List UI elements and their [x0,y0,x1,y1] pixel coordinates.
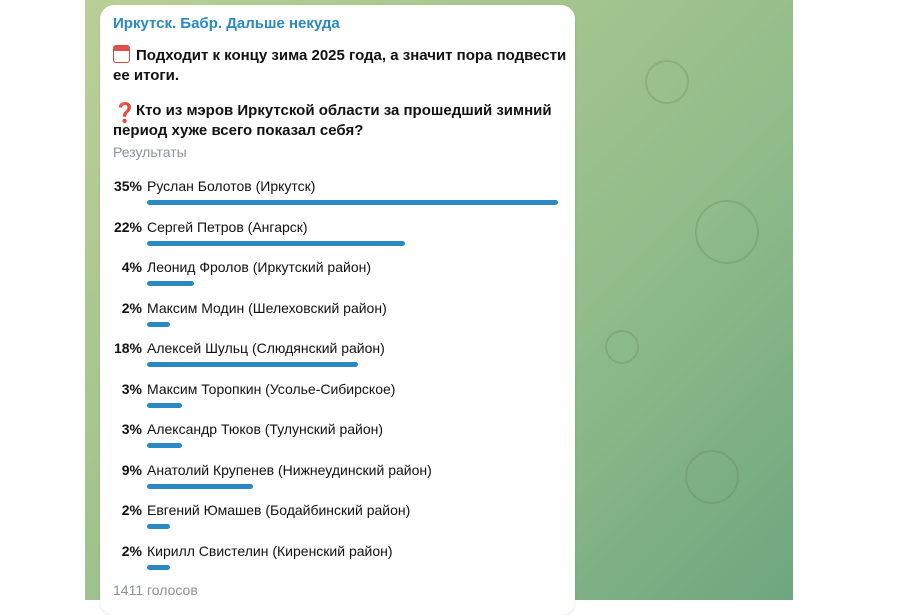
poll-option-row[interactable] [100,381,575,421]
poll-option-bar [147,322,170,327]
poll-option-label: Александр Тюков (Тулунский район) [147,421,384,437]
poll-option-bar [147,484,253,489]
poll-option-percent: 2% [121,299,142,316]
background-doodle [695,200,759,264]
question-text-line-1: Кто из мэров Иркутской области за прошедший зимний [136,102,552,119]
poll-option-row[interactable] [100,300,575,340]
calendar-icon [113,45,130,63]
poll-option-row[interactable] [100,178,575,218]
total-votes[interactable]: 1411 голосов [113,582,198,598]
background-doodle [645,60,689,104]
poll-option-bar [147,200,558,205]
poll-option-label: Алексей Шульц (Слюдянский район) [147,340,385,356]
poll-option-bar [147,403,182,408]
poll-option-row[interactable] [100,340,575,380]
poll-option-percent: 3% [121,421,142,437]
poll-option-percent: 2% [121,542,142,559]
poll-option-label: Евгений Юмашев (Бодайбинский район) [147,502,411,518]
poll-message-bubble [100,5,575,615]
poll-option-row[interactable] [100,462,575,502]
poll-option-percent: 4% [121,259,142,275]
poll-option-label: Леонид Фролов (Иркутский район) [147,259,371,275]
intro-text-line-1: Подходит к концу зима 2025 года, а значит пора подвести [136,47,567,64]
poll-option-row[interactable] [100,502,575,542]
poll-option-percent: 2% [121,502,142,518]
poll-option-bar [147,565,170,570]
poll-option-label: Максим Торопкин (Усолье-Сибирское) [147,380,396,397]
poll-option-bar [147,524,170,529]
poll-option-label: Максим Модин (Шелеховский район) [147,299,387,316]
poll-option-label: Сергей Петров (Ангарск) [147,218,308,235]
channel-name[interactable]: Иркутск. Бабр. Дальше некуда [113,15,340,32]
poll-option-bar [147,362,358,367]
background-doodle [605,330,639,364]
poll-option-bar [147,241,405,246]
poll-results-label: Результаты [113,144,187,160]
poll-option-bar [147,281,194,286]
poll-option-percent: 3% [121,380,142,397]
poll-option-row[interactable] [100,421,575,461]
poll-option-percent: 35% [113,178,142,194]
poll-option-row[interactable] [100,219,575,259]
poll-option-percent: 18% [113,340,142,356]
poll-option-label: Кирилл Свистелин (Киренский район) [147,542,393,559]
red-question-mark-icon: ❓ [113,103,137,124]
poll-option-bar [147,443,182,448]
poll-option-label: Руслан Болотов (Иркутск) [147,178,316,194]
poll-option-percent: 22% [113,218,142,235]
poll-option-percent: 9% [121,461,142,478]
poll-option-label: Анатолий Крупенев (Нижнеудинский район) [147,461,432,478]
poll-option-row[interactable] [100,259,575,299]
background-doodle [685,450,739,504]
question-text-line-2: период хуже всего показал себя? [113,122,364,139]
poll-option-row[interactable] [100,543,575,583]
intro-text-line-2: ее итоги. [113,67,180,84]
